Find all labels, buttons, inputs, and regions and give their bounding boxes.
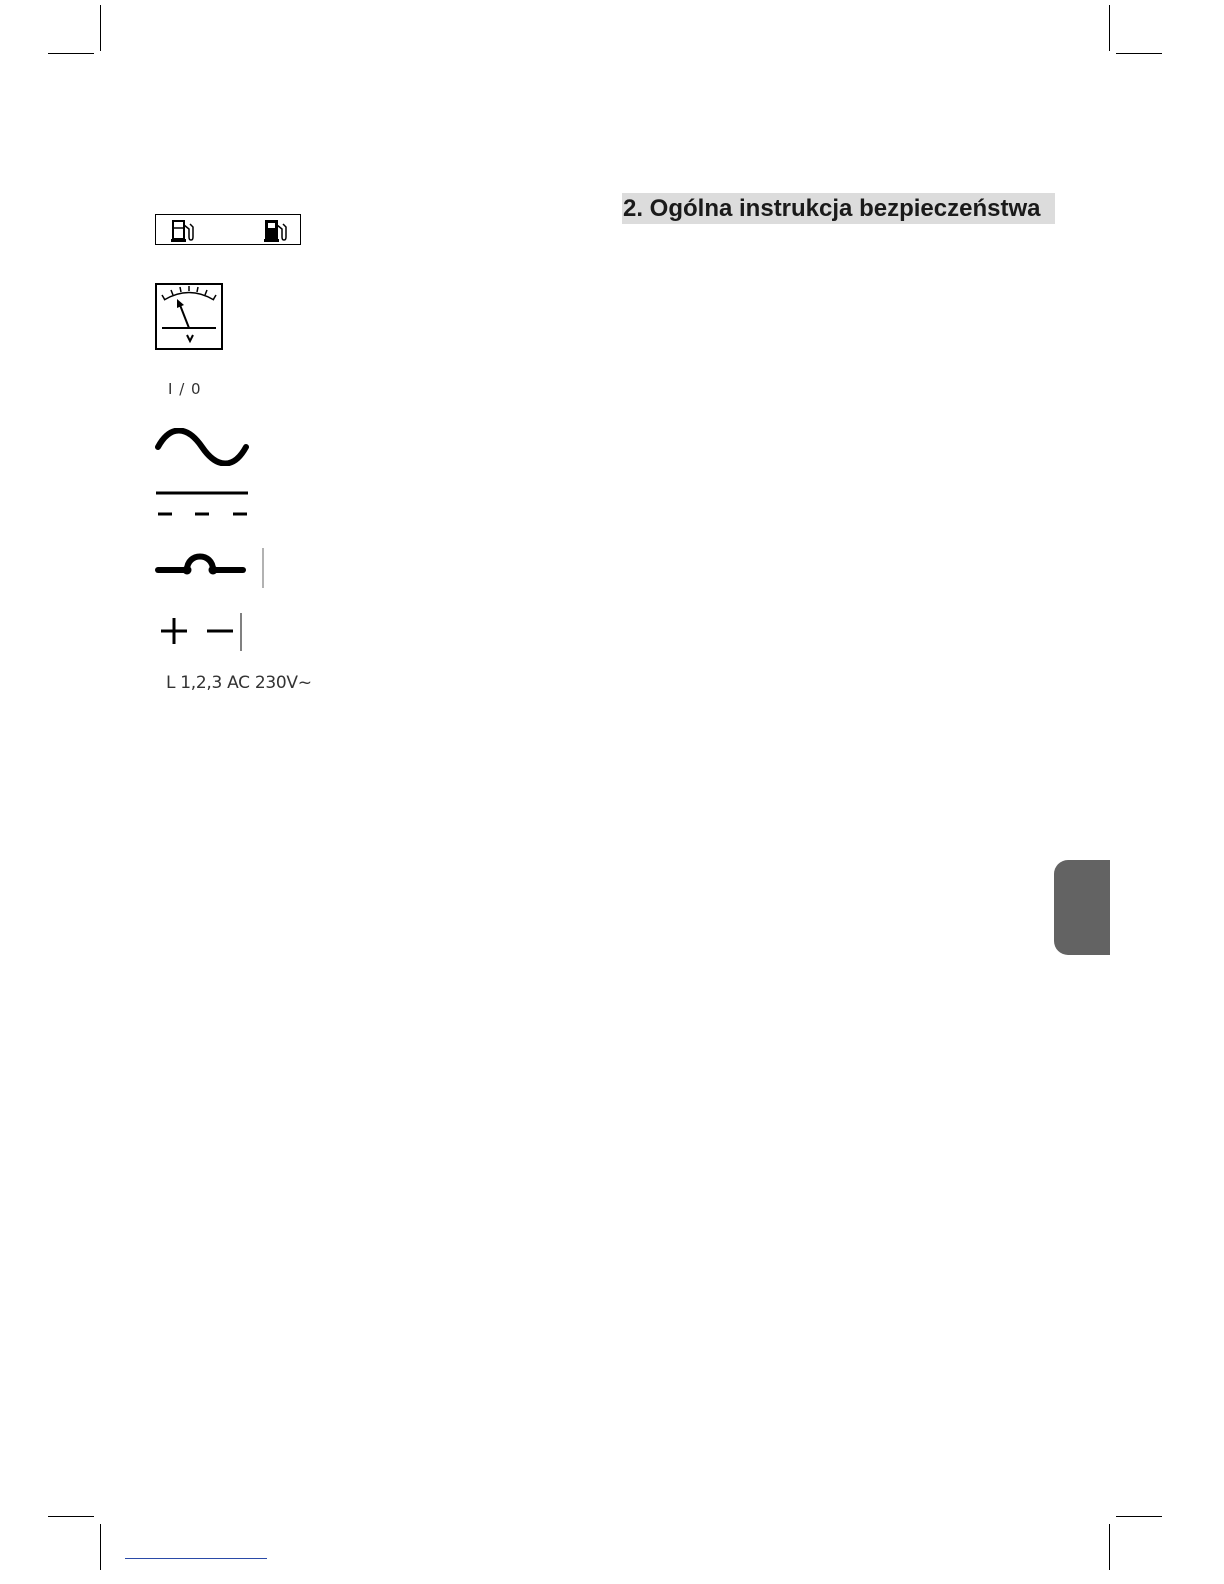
direct-current-icon — [155, 489, 251, 519]
crop-mark — [48, 53, 94, 54]
chapter-thumb-tab — [1054, 860, 1110, 955]
voltage-label: L 1,2,3 AC 230V~ — [166, 673, 312, 693]
alternating-current-icon — [155, 428, 249, 466]
crop-mark — [1116, 53, 1162, 54]
crop-mark — [1109, 1524, 1110, 1570]
crop-mark — [100, 1524, 101, 1570]
fuse-icon — [155, 546, 267, 590]
voltmeter-icon — [155, 283, 223, 350]
crop-mark — [1116, 1516, 1162, 1517]
section-heading: 2. Ogólna instrukcja bezpieczeństwa — [622, 193, 1055, 224]
fuel-pump-full-icon — [264, 219, 290, 243]
footer-link-underline[interactable] — [125, 1558, 267, 1559]
fuel-pump-empty-icon — [171, 219, 197, 243]
power-switch-label: I / 0 — [168, 380, 202, 398]
fuel-gauge-symbol — [155, 214, 301, 245]
crop-mark — [1109, 5, 1110, 51]
plus-minus-polarity-icon — [155, 612, 247, 652]
crop-mark — [48, 1516, 94, 1517]
crop-mark — [100, 5, 101, 51]
